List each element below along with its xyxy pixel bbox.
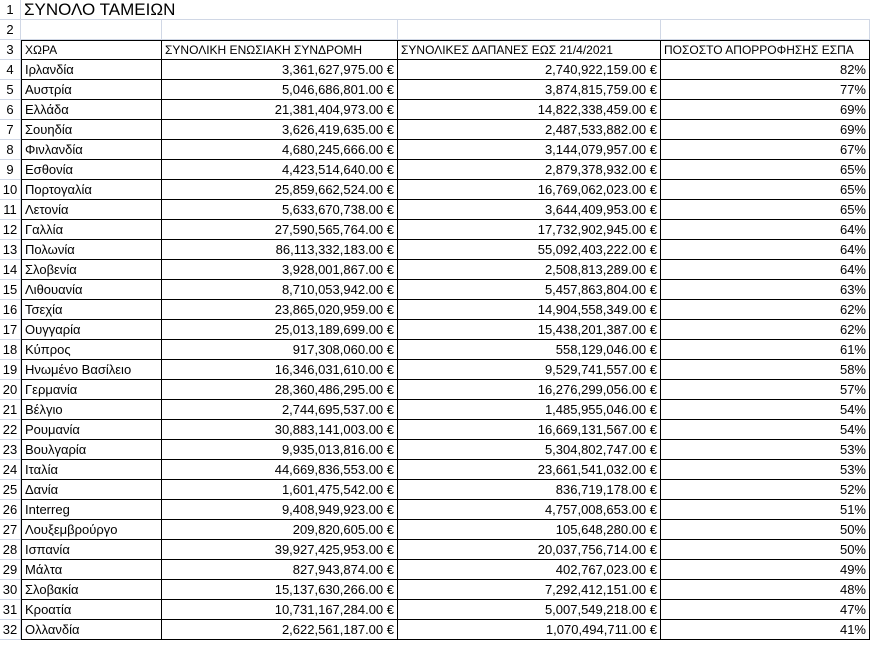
- subscription-cell[interactable]: 23,865,020,959.00 €: [162, 300, 398, 320]
- rate-cell[interactable]: 62%: [661, 320, 870, 340]
- rate-cell[interactable]: 67%: [661, 140, 870, 160]
- subscription-cell[interactable]: 5,633,670,738.00 €: [162, 200, 398, 220]
- row-number[interactable]: 7: [0, 120, 21, 140]
- subscription-cell[interactable]: 30,883,141,003.00 €: [162, 420, 398, 440]
- title-row: [0, 0, 870, 20]
- subscription-cell[interactable]: 1,601,475,542.00 €: [162, 480, 398, 500]
- subscription-cell[interactable]: 209,820,605.00 €: [162, 520, 398, 540]
- expenses-cell[interactable]: 558,129,046.00 €: [398, 340, 661, 360]
- row-number[interactable]: 9: [0, 160, 21, 180]
- row-number[interactable]: 24: [0, 460, 21, 480]
- rate-cell[interactable]: 53%: [661, 440, 870, 460]
- subscription-cell[interactable]: 9,408,949,923.00 €: [162, 500, 398, 520]
- country-cell[interactable]: Σλοβακία: [21, 580, 162, 600]
- subscription-cell[interactable]: 16,346,031,610.00 €: [162, 360, 398, 380]
- row-number[interactable]: 22: [0, 420, 21, 440]
- country-cell[interactable]: Ολλανδία: [21, 620, 162, 640]
- country-cell[interactable]: Εσθονία: [21, 160, 162, 180]
- subscription-cell[interactable]: 15,137,630,266.00 €: [162, 580, 398, 600]
- rate-cell[interactable]: 41%: [661, 620, 870, 640]
- country-cell[interactable]: Λιθουανία: [21, 280, 162, 300]
- row-number[interactable]: 32: [0, 620, 21, 640]
- sheet-title-cell[interactable]: [21, 0, 870, 20]
- country-cell[interactable]: Ελλάδα: [21, 100, 162, 120]
- country-cell[interactable]: Μάλτα: [21, 560, 162, 580]
- table-row: [0, 400, 870, 420]
- rate-cell[interactable]: 62%: [661, 300, 870, 320]
- subscription-cell[interactable]: 28,360,486,295.00 €: [162, 380, 398, 400]
- rate-cell[interactable]: 58%: [661, 360, 870, 380]
- subscription-cell[interactable]: 4,680,245,666.00 €: [162, 140, 398, 160]
- table-row: [0, 280, 870, 300]
- row-number[interactable]: 26: [0, 500, 21, 520]
- expenses-cell[interactable]: 1,070,494,711.00 €: [398, 620, 661, 640]
- row-number[interactable]: 8: [0, 140, 21, 160]
- country-cell[interactable]: Ουγγαρία: [21, 320, 162, 340]
- table-row: [0, 560, 870, 580]
- subscription-cell[interactable]: 4,423,514,640.00 €: [162, 160, 398, 180]
- row-number[interactable]: 17: [0, 320, 21, 340]
- row-number[interactable]: 3: [0, 40, 21, 60]
- row-number[interactable]: 4: [0, 60, 21, 80]
- rate-cell[interactable]: 54%: [661, 420, 870, 440]
- row-number[interactable]: 27: [0, 520, 21, 540]
- row-number[interactable]: 18: [0, 340, 21, 360]
- expenses-cell[interactable]: 836,719,178.00 €: [398, 480, 661, 500]
- table-row: [0, 220, 870, 240]
- country-cell[interactable]: Τσεχία: [21, 300, 162, 320]
- row-number[interactable]: 2: [0, 20, 21, 40]
- expenses-cell[interactable]: 16,769,062,023.00 €: [398, 180, 661, 200]
- row-number[interactable]: 23: [0, 440, 21, 460]
- country-cell[interactable]: Σλοβενία: [21, 260, 162, 280]
- row-number[interactable]: 11: [0, 200, 21, 220]
- row-number[interactable]: 31: [0, 600, 21, 620]
- table-row: [0, 240, 870, 260]
- row-number[interactable]: 25: [0, 480, 21, 500]
- sheet-title: ΣΥΝΟΛΟ ΤΑΜΕΙΩΝ: [24, 0, 176, 19]
- rate-cell[interactable]: 82%: [661, 60, 870, 80]
- table-row: [0, 340, 870, 360]
- rate-cell[interactable]: 49%: [661, 560, 870, 580]
- expenses-cell[interactable]: 4,757,008,653.00 €: [398, 500, 661, 520]
- row-number[interactable]: 13: [0, 240, 21, 260]
- table-row: [0, 300, 870, 320]
- row-number[interactable]: 10: [0, 180, 21, 200]
- rate-cell[interactable]: 52%: [661, 480, 870, 500]
- subscription-cell[interactable]: 21,381,404,973.00 €: [162, 100, 398, 120]
- rate-cell[interactable]: 65%: [661, 160, 870, 180]
- expenses-cell[interactable]: 3,144,079,957.00 €: [398, 140, 661, 160]
- expenses-cell[interactable]: 15,438,201,387.00 €: [398, 320, 661, 340]
- table-row: [0, 80, 870, 100]
- table-row: [0, 320, 870, 340]
- table-row: [0, 540, 870, 560]
- subscription-cell[interactable]: 10,731,167,284.00 €: [162, 600, 398, 620]
- rate-cell[interactable]: 50%: [661, 520, 870, 540]
- rate-cell[interactable]: 63%: [661, 280, 870, 300]
- country-cell[interactable]: Κύπρος: [21, 340, 162, 360]
- table-row: [0, 100, 870, 120]
- expenses-cell[interactable]: 5,457,863,804.00 €: [398, 280, 661, 300]
- country-cell[interactable]: Ηνωμένο Βασίλειο: [21, 360, 162, 380]
- country-cell[interactable]: Βέλγιο: [21, 400, 162, 420]
- expenses-cell[interactable]: 17,732,902,945.00 €: [398, 220, 661, 240]
- empty-row: [0, 20, 870, 40]
- expenses-cell[interactable]: 105,648,280.00 €: [398, 520, 661, 540]
- rate-cell[interactable]: 54%: [661, 400, 870, 420]
- header-row: [0, 40, 870, 60]
- rate-cell[interactable]: 53%: [661, 460, 870, 480]
- subscription-cell[interactable]: 917,308,060.00 €: [162, 340, 398, 360]
- country-cell[interactable]: Ιταλία: [21, 460, 162, 480]
- expenses-cell[interactable]: 9,529,741,557.00 €: [398, 360, 661, 380]
- expenses-cell[interactable]: 5,007,549,218.00 €: [398, 600, 661, 620]
- subscription-cell[interactable]: 39,927,425,953.00 €: [162, 540, 398, 560]
- rate-cell[interactable]: 64%: [661, 240, 870, 260]
- expenses-cell[interactable]: 3,644,409,953.00 €: [398, 200, 661, 220]
- subscription-cell[interactable]: 9,935,013,816.00 €: [162, 440, 398, 460]
- expenses-cell[interactable]: 23,661,541,032.00 €: [398, 460, 661, 480]
- header-total-subscription[interactable]: ΣΥΝΟΛΙΚΗ ΕΝΩΣΙΑΚΗ ΣΥΝΔΡΟΜΗ: [162, 40, 398, 60]
- expenses-cell[interactable]: 7,292,412,151.00 €: [398, 580, 661, 600]
- table-row: [0, 200, 870, 220]
- subscription-cell[interactable]: 25,859,662,524.00 €: [162, 180, 398, 200]
- rate-cell[interactable]: 50%: [661, 540, 870, 560]
- expenses-cell[interactable]: 55,092,403,222.00 €: [398, 240, 661, 260]
- country-cell[interactable]: Ρουμανία: [21, 420, 162, 440]
- rate-cell[interactable]: 64%: [661, 220, 870, 240]
- expenses-cell[interactable]: 2,740,922,159.00 €: [398, 60, 661, 80]
- subscription-cell[interactable]: 27,590,565,764.00 €: [162, 220, 398, 240]
- table-row: [0, 500, 870, 520]
- rate-cell[interactable]: 69%: [661, 100, 870, 120]
- row-number[interactable]: 5: [0, 80, 21, 100]
- subscription-cell[interactable]: 44,669,836,553.00 €: [162, 460, 398, 480]
- header-absorption-rate[interactable]: ΠΟΣΟΣΤΟ ΑΠΟΡΡΟΦΗΣΗΣ ΕΣΠΑ: [661, 40, 870, 60]
- expenses-cell[interactable]: 3,874,815,759.00 €: [398, 80, 661, 100]
- row-number[interactable]: 16: [0, 300, 21, 320]
- table-row: [0, 120, 870, 140]
- empty-cell[interactable]: [661, 20, 870, 40]
- country-cell[interactable]: Σουηδία: [21, 120, 162, 140]
- country-cell[interactable]: Φινλανδία: [21, 140, 162, 160]
- row-number[interactable]: 6: [0, 100, 21, 120]
- expenses-cell[interactable]: 14,822,338,459.00 €: [398, 100, 661, 120]
- expenses-cell[interactable]: 20,037,756,714.00 €: [398, 540, 661, 560]
- subscription-cell[interactable]: 86,113,332,183.00 €: [162, 240, 398, 260]
- table-row: [0, 60, 870, 80]
- row-number[interactable]: 20: [0, 380, 21, 400]
- expenses-cell[interactable]: 2,487,533,882.00 €: [398, 120, 661, 140]
- row-number[interactable]: 12: [0, 220, 21, 240]
- subscription-cell[interactable]: 3,928,001,867.00 €: [162, 260, 398, 280]
- table-row: [0, 360, 870, 380]
- table-row: [0, 380, 870, 400]
- subscription-cell[interactable]: 25,013,189,699.00 €: [162, 320, 398, 340]
- rate-cell[interactable]: 64%: [661, 260, 870, 280]
- country-cell[interactable]: Πορτογαλία: [21, 180, 162, 200]
- country-cell[interactable]: Γαλλία: [21, 220, 162, 240]
- rate-cell[interactable]: 48%: [661, 580, 870, 600]
- table-row: [0, 420, 870, 440]
- empty-cell[interactable]: [162, 20, 398, 40]
- subscription-cell[interactable]: 827,943,874.00 €: [162, 560, 398, 580]
- rate-cell[interactable]: 77%: [661, 80, 870, 100]
- row-number[interactable]: 15: [0, 280, 21, 300]
- row-number[interactable]: 29: [0, 560, 21, 580]
- rate-cell[interactable]: 65%: [661, 200, 870, 220]
- empty-cell[interactable]: [398, 20, 661, 40]
- table-row: [0, 160, 870, 180]
- row-number[interactable]: 14: [0, 260, 21, 280]
- row-number[interactable]: 28: [0, 540, 21, 560]
- table-row: [0, 440, 870, 460]
- header-total-expenses[interactable]: ΣΥΝΟΛΙΚΕΣ ΔΑΠΑΝΕΣ ΕΩΣ 21/4/2021: [398, 40, 661, 60]
- subscription-cell[interactable]: 3,361,627,975.00 €: [162, 60, 398, 80]
- table-row: [0, 520, 870, 540]
- country-cell[interactable]: Δανία: [21, 480, 162, 500]
- subscription-cell[interactable]: 8,710,053,942.00 €: [162, 280, 398, 300]
- country-cell[interactable]: Αυστρία: [21, 80, 162, 100]
- expenses-cell[interactable]: 2,879,378,932.00 €: [398, 160, 661, 180]
- row-number[interactable]: 21: [0, 400, 21, 420]
- country-cell[interactable]: Ιρλανδία: [21, 60, 162, 80]
- subscription-cell[interactable]: 2,622,561,187.00 €: [162, 620, 398, 640]
- country-cell[interactable]: Interreg: [21, 500, 162, 520]
- expenses-cell[interactable]: 14,904,558,349.00 €: [398, 300, 661, 320]
- country-cell[interactable]: Γερμανία: [21, 380, 162, 400]
- table-row: [0, 480, 870, 500]
- row-number[interactable]: 30: [0, 580, 21, 600]
- rate-cell[interactable]: 65%: [661, 180, 870, 200]
- subscription-cell[interactable]: 3,626,419,635.00 €: [162, 120, 398, 140]
- empty-cell[interactable]: [21, 20, 162, 40]
- rate-cell[interactable]: 51%: [661, 500, 870, 520]
- expenses-cell[interactable]: 16,669,131,567.00 €: [398, 420, 661, 440]
- country-cell[interactable]: Βουλγαρία: [21, 440, 162, 460]
- country-cell[interactable]: Λουξεμβρούργο: [21, 520, 162, 540]
- country-cell[interactable]: Λετονία: [21, 200, 162, 220]
- table-row: [0, 580, 870, 600]
- subscription-cell[interactable]: 2,744,695,537.00 €: [162, 400, 398, 420]
- table-row: [0, 600, 870, 620]
- row-number[interactable]: 1: [0, 0, 21, 20]
- table-row: [0, 620, 870, 640]
- table-row: [0, 140, 870, 160]
- subscription-cell[interactable]: 5,046,686,801.00 €: [162, 80, 398, 100]
- table-row: [0, 460, 870, 480]
- expenses-cell[interactable]: 402,767,023.00 €: [398, 560, 661, 580]
- expenses-cell[interactable]: 16,276,299,056.00 €: [398, 380, 661, 400]
- country-cell[interactable]: Κροατία: [21, 600, 162, 620]
- rate-cell[interactable]: 47%: [661, 600, 870, 620]
- expenses-cell[interactable]: 1,485,955,046.00 €: [398, 400, 661, 420]
- row-number[interactable]: 19: [0, 360, 21, 380]
- table-row: [0, 260, 870, 280]
- country-cell[interactable]: Πολωνία: [21, 240, 162, 260]
- table-row: [0, 180, 870, 200]
- rate-cell[interactable]: 69%: [661, 120, 870, 140]
- country-cell[interactable]: Ισπανία: [21, 540, 162, 560]
- rate-cell[interactable]: 61%: [661, 340, 870, 360]
- header-country[interactable]: ΧΩΡΑ: [21, 40, 162, 60]
- expenses-cell[interactable]: 5,304,802,747.00 €: [398, 440, 661, 460]
- rate-cell[interactable]: 57%: [661, 380, 870, 400]
- expenses-cell[interactable]: 2,508,813,289.00 €: [398, 260, 661, 280]
